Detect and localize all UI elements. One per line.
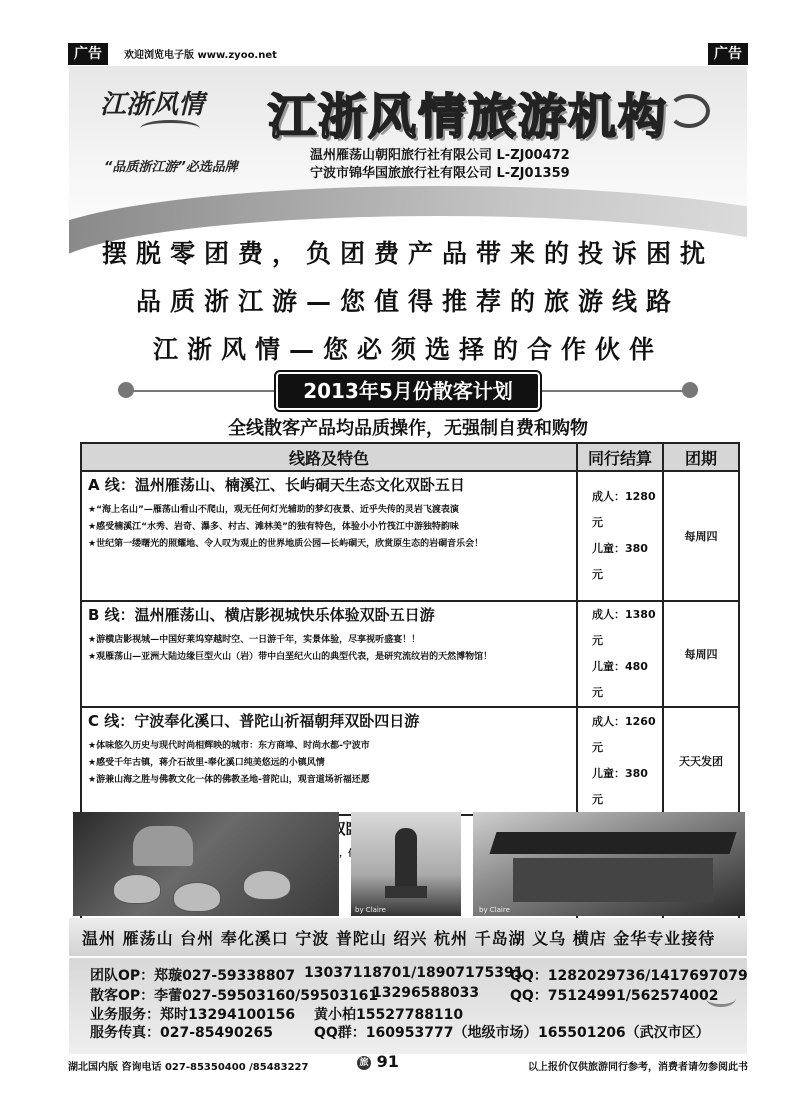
- person-figure: [133, 826, 193, 866]
- header-schedule: 团期: [663, 443, 739, 471]
- lotus-flower-icon: [173, 882, 221, 912]
- footer-right: 以上报价仅供旅游同行参考，消费者请勿参阅此书: [528, 1062, 748, 1073]
- route-c: [81, 707, 577, 815]
- statue-figure: [395, 828, 417, 888]
- route-schedule: 每周四: [663, 471, 739, 601]
- service-fax: 服务传真：027-85490265: [90, 1025, 273, 1041]
- photo-lotus: [73, 812, 339, 916]
- photo-strip: [73, 812, 745, 916]
- lotus-flower-icon: [113, 874, 161, 904]
- child-price: 儿童：480 元: [592, 660, 648, 699]
- lotus-flower-icon: [243, 870, 291, 900]
- route-feature: ★游横店影视城—中国好莱坞穿越时空、一日游千年，实景体验，尽享视听盛宴！！: [88, 635, 421, 645]
- route-price: [577, 471, 663, 601]
- logo-text: 江浙风情: [100, 90, 205, 120]
- table-header-row: [81, 443, 739, 471]
- route-schedule: 天天发团: [663, 707, 739, 815]
- taglines: [69, 230, 747, 374]
- header-price: 同行结算: [577, 443, 663, 471]
- tagline-1: 摆脱零团费，负团费产品带来的投诉困扰: [101, 239, 714, 268]
- header-route: 线路及特色: [81, 443, 577, 471]
- adult-price: 成人：1380 元: [592, 608, 656, 647]
- adult-price: 成人：1260 元: [592, 715, 656, 754]
- route-feature: ★感受楠溪江“水秀、岩奇、瀑多、村古、滩林美”的独有特色，体验小小竹筏江中游独特韵味: [88, 522, 459, 532]
- tagline-3: 江浙风情—您必须选择的合作伙伴: [152, 335, 663, 364]
- statue-base: [385, 886, 427, 898]
- brand-title: 江浙风情旅游机构: [268, 89, 669, 145]
- route-a: [81, 471, 577, 601]
- brand-slogan: “品质浙江游”必选品牌: [104, 160, 238, 175]
- route-b: [81, 601, 577, 707]
- page-badge-icon: 旅: [357, 1056, 371, 1070]
- qq-group-wuhan: 165501206（武汉市区）: [538, 1025, 710, 1041]
- tagline-2: 品质浙江游—您值得推荐的旅游线路: [135, 287, 680, 316]
- destinations-text: 温州 雁荡山 台州 奉化溪口 宁波 普陀山 绍兴 杭州 千岛湖 义乌 横店 金华专业接待: [82, 929, 716, 948]
- route-feature: ★世纪第一缕曙光的照耀地、令人叹为观止的世界地质公园—长屿硐天，欣赏原生态的岩硐音乐会！: [88, 539, 484, 549]
- license-line-1: 温州雁荡山朝阳旅行社有限公司 L-ZJ00472: [310, 148, 570, 163]
- individual-op-mobile: 13296588033: [372, 985, 480, 1001]
- route-price: [577, 707, 663, 815]
- group-op: 团队OP：郑璇027-59338807: [90, 968, 296, 984]
- table-row: [81, 471, 739, 601]
- sales-service-2: 黄小柏15527788110: [314, 1007, 464, 1023]
- ad-label-left: 广告: [68, 43, 108, 65]
- group-op-qq: QQ：1282029736/1417697079: [510, 968, 748, 984]
- temple-wall: [513, 858, 713, 902]
- swirl-icon: [668, 94, 710, 128]
- photo-credit: by Claire: [355, 906, 386, 914]
- page-number-box: [357, 1052, 399, 1071]
- logo: [100, 84, 230, 144]
- table-row: [81, 707, 739, 815]
- table-row: [81, 601, 739, 707]
- route-feature: ★感受千年古镇，蒋介石故里-奉化溪口纯美悠远的小镇风情: [88, 758, 325, 768]
- divider-dot-left: [118, 382, 134, 398]
- ad-label-right: 广告: [708, 43, 748, 65]
- route-feature: ★观雁荡山—亚洲大陆边缘巨型火山（岩）带中白垩纪火山的典型代表，是研究流纹岩的天然博物馆！: [88, 652, 493, 662]
- divider-dot-right: [682, 382, 698, 398]
- qq-group-regional: QQ群：160953777（地级市场）: [314, 1025, 538, 1041]
- logo-waves-icon: [140, 120, 200, 137]
- welcome-text: 欢迎浏览电子版 www.zyoo.net: [124, 50, 277, 61]
- license-line-2: 宁波市锦华国旅旅行社有限公司 L-ZJ01359: [310, 166, 570, 181]
- route-title: B 线：温州雁荡山、横店影视城快乐体验双卧五日游: [88, 606, 435, 624]
- route-feature: ★“海上名山”—雁荡山看山不爬山，观无任何灯光辅助的梦幻夜景、近乎失传的灵岩飞渡表演: [88, 505, 459, 515]
- group-op-mobile: 13037118701/18907175391: [304, 965, 524, 981]
- temple-roof: [489, 832, 736, 854]
- photo-guanyin-statue: [351, 812, 461, 916]
- adult-price: 成人：1280 元: [592, 490, 656, 529]
- child-price: 儿童：380 元: [592, 542, 648, 581]
- child-price: 儿童：380 元: [592, 767, 648, 806]
- route-title: A 线：温州雁荡山、楠溪江、长屿硐天生态文化双卧五日: [88, 476, 465, 494]
- photo-credit: by Claire: [479, 906, 510, 914]
- individual-op: 散客OP：李蕾027-59503160/59503161: [90, 988, 379, 1004]
- photo-temple: [473, 812, 745, 916]
- plan-title: 2013年5月份散客计划: [276, 372, 540, 410]
- route-title: C 线：宁波奉化溪口、普陀山祈福朝拜双卧四日游: [88, 712, 420, 730]
- route-feature: ★游兼山海之胜与佛教文化一体的佛教圣地-普陀山，观音道场祈福还愿: [88, 775, 370, 785]
- route-price: [577, 601, 663, 707]
- quality-statement: 全线散客产品均品质操作，无强制自费和购物: [228, 418, 588, 439]
- individual-op-qq: QQ：75124991/562574002: [510, 988, 719, 1004]
- boat-icon: [706, 990, 736, 1007]
- route-feature: ★体味悠久历史与现代时尚相辉映的城市：东方商埠、时尚水都-宁波市: [88, 741, 370, 751]
- route-schedule: 每周四: [663, 601, 739, 707]
- sales-service: 业务服务：郑时13294100156: [90, 1007, 296, 1023]
- page-number: 91: [376, 1052, 399, 1071]
- footer-left: 湖北国内版 咨询电话 027-85350400 /85483227: [68, 1062, 309, 1073]
